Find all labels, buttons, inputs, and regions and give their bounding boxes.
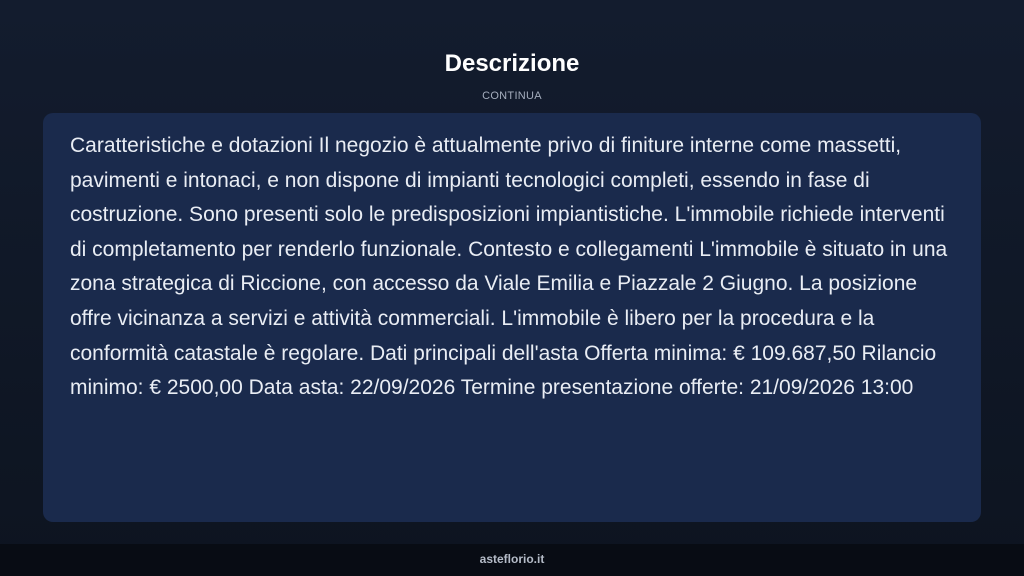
description-card: [43, 113, 981, 522]
footer-bar: [0, 544, 1024, 576]
description-text: Caratteristiche e dotazioni Il negozio è attualmente privo di finiture interne come massetti, pavimenti e intonaci, e non dispone di impianti tecnologici completi, essendo in fase di costruzione. Sono presenti solo le predisposizioni impiantistiche. L'immobile richiede interventi di completamento per renderlo funzionale. Contesto e collegamenti L'immobile è situato in una zona strategica di Riccione, con accesso da Viale Emilia e Piazzale 2 Giugno. La posizione offre vicinanza a servizi e attività commerciali. L'immobile è libero per la procedura e la conformità catastale è regolare. Dati principali dell'asta Offerta minima: € 109.687,50 Rilancio minimo: € 2500,00 Data asta: 22/09/2026 Termine presentazione offerte: 21/09/2026 13:00: [70, 134, 948, 400]
continue-link[interactable]: CONTINUA: [482, 90, 542, 102]
site-name: asteflorio.it: [479, 552, 545, 566]
page-title: Descrizione: [444, 50, 580, 77]
